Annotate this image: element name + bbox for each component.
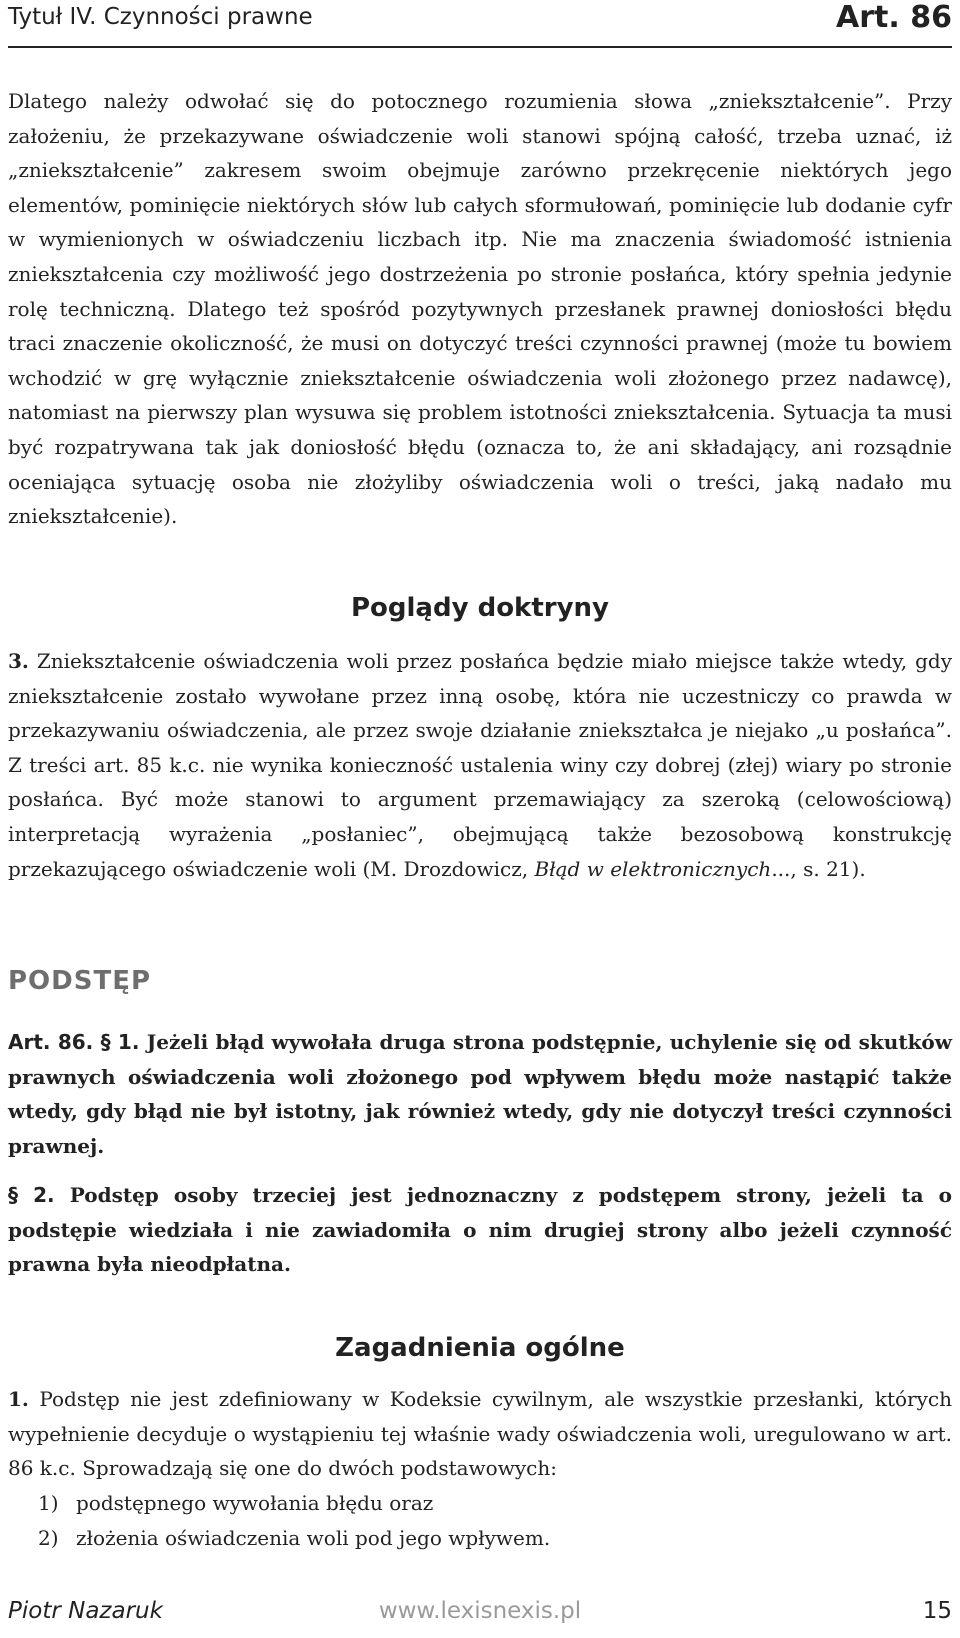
footer-page-number: 15 xyxy=(922,1598,952,1624)
list-item-number: 2) xyxy=(38,1525,59,1550)
header-article-number: Art. 86 xyxy=(836,0,952,35)
paragraph-sign-2: § 2. xyxy=(8,1183,55,1207)
article-86-paragraph-1 xyxy=(8,1025,952,1163)
numbered-list xyxy=(38,1486,550,1555)
footer-url: www.lexisnexis.pl xyxy=(378,1598,582,1624)
list-item-text: podstępnego wywołania błędu oraz xyxy=(76,1491,434,1515)
list-item-text: złożenia oświadczenia woli pod jego wpływem. xyxy=(76,1525,551,1550)
intro-paragraph: Dlatego należy odwołać się do potocznego rozumienia słowa „zniekształcenie”. Przy założeniu, że przekazywane oświadczenie woli stanowi spójną całość, trzeba uznać, iż „zniekształcenie” zakresem swoim obejmuje zarówno przekręcenie niektórych jego elementów, pominięcie niektórych słów lub całych sformułowań, pominięcie lub dodanie cyfr w wymienionych w oświadczeniu liczbach itp. Nie ma znaczenia świadomość istnienia zniekształcenia czy możliwość jego dostrzeżenia po stronie posłańca, który spełnia jedynie rolę techniczną. Dlatego też spośród pozytywnych przesłanek prawnej doniosłości błędu traci znaczenie okoliczność, że musi on dotyczyć treści czynności prawnej (może tu bowiem wchodzić w grę wyłącznie zniekształcenie oświadczenia woli złożonego przez nadawcę), natomiast na pierwszy plan wysuwa się problem istotności zniekształcenia. Sytuacja ta musi być rozpatrywana tak jak doniosłość błędu (oznacza to, że ani składający, ani rozsądnie oceniająca sytuację osoba nie złożyliby oświadczenia woli o treści, jaką nadało mu zniekształcenie). xyxy=(8,89,952,529)
list-item xyxy=(38,1486,550,1521)
page-header xyxy=(8,0,952,48)
list-item-number: 1) xyxy=(38,1491,59,1515)
paragraph-text-end: ..., s. 21). xyxy=(771,856,866,881)
heading-poglady-doktryny: Poglądy doktryny xyxy=(350,593,610,623)
list-item xyxy=(38,1521,550,1556)
paragraph-3 xyxy=(8,644,952,886)
article-86-paragraph-2 xyxy=(8,1178,952,1282)
footer-author: Piotr Nazaruk xyxy=(8,1598,163,1624)
article-86-par1-text: Jeżeli błąd wywołała druga strona podstępnie, uchylenie się od skutków prawnych oświadczenia woli złożonego pod wpływem błędu może nastąpić także wtedy, gdy błąd nie był istotny, jak również wtedy, gdy nie dotyczył treści czynności prawnej. xyxy=(8,1030,952,1158)
article-label: Art. 86. xyxy=(8,1030,94,1054)
paragraph-number: 1. xyxy=(8,1387,29,1411)
heading-zagadnienia-ogolne: Zagadnienia ogólne xyxy=(335,1333,625,1363)
article-86-par2-text: Podstęp osoby trzeciej jest jednoznaczny z podstępem strony, jeżeli ta o podstępie wiedziała i nie zawiadomiła o nim drugiej strony albo jeżeli czynność prawna była nieodpłatna. xyxy=(8,1183,952,1277)
paragraph-number: 3. xyxy=(8,649,29,673)
cited-title: Błąd w elektronicznych xyxy=(534,856,772,881)
paragraph-sign-1: § 1. xyxy=(100,1030,140,1054)
section-label-podstep: PODSTĘP xyxy=(8,966,152,996)
running-head: Tytuł IV. Czynności prawne xyxy=(8,4,313,30)
paragraph-text: Podstęp nie jest zdefiniowany w Kodeksie cywilnym, ale wszystkie przesłanki, których wypełnienie decyduje o wystąpieniu tej właśnie wady oświadczenia woli, uregulowano w art. 86 k.c. Sprowadzają się one do dwóch podstawowych: xyxy=(8,1387,952,1481)
paragraph-zagadnienia-1 xyxy=(8,1382,952,1486)
paragraph-text: Zniekształcenie oświadczenia woli przez posłańca będzie miało miejsce także wtedy, gdy zniekształcenie zostało wywołane przez inną osobę, która nie uczestniczy co prawda w przekazywaniu oświadczenia, ale przez swoje działanie zniekształca je niejako „u posłańca”. Z treści art. 85 k.c. nie wynika konieczność ustalenia winy czy dobrej (złej) wiary po stronie posłańca. Być może stanowi to argument przemawiający za szeroką (celowościową) interpretacją wyrażenia „posłaniec”, obejmującą także bezosobową konstrukcję przekazującego oświadczenie woli (M. Drozdowicz, xyxy=(8,649,952,881)
